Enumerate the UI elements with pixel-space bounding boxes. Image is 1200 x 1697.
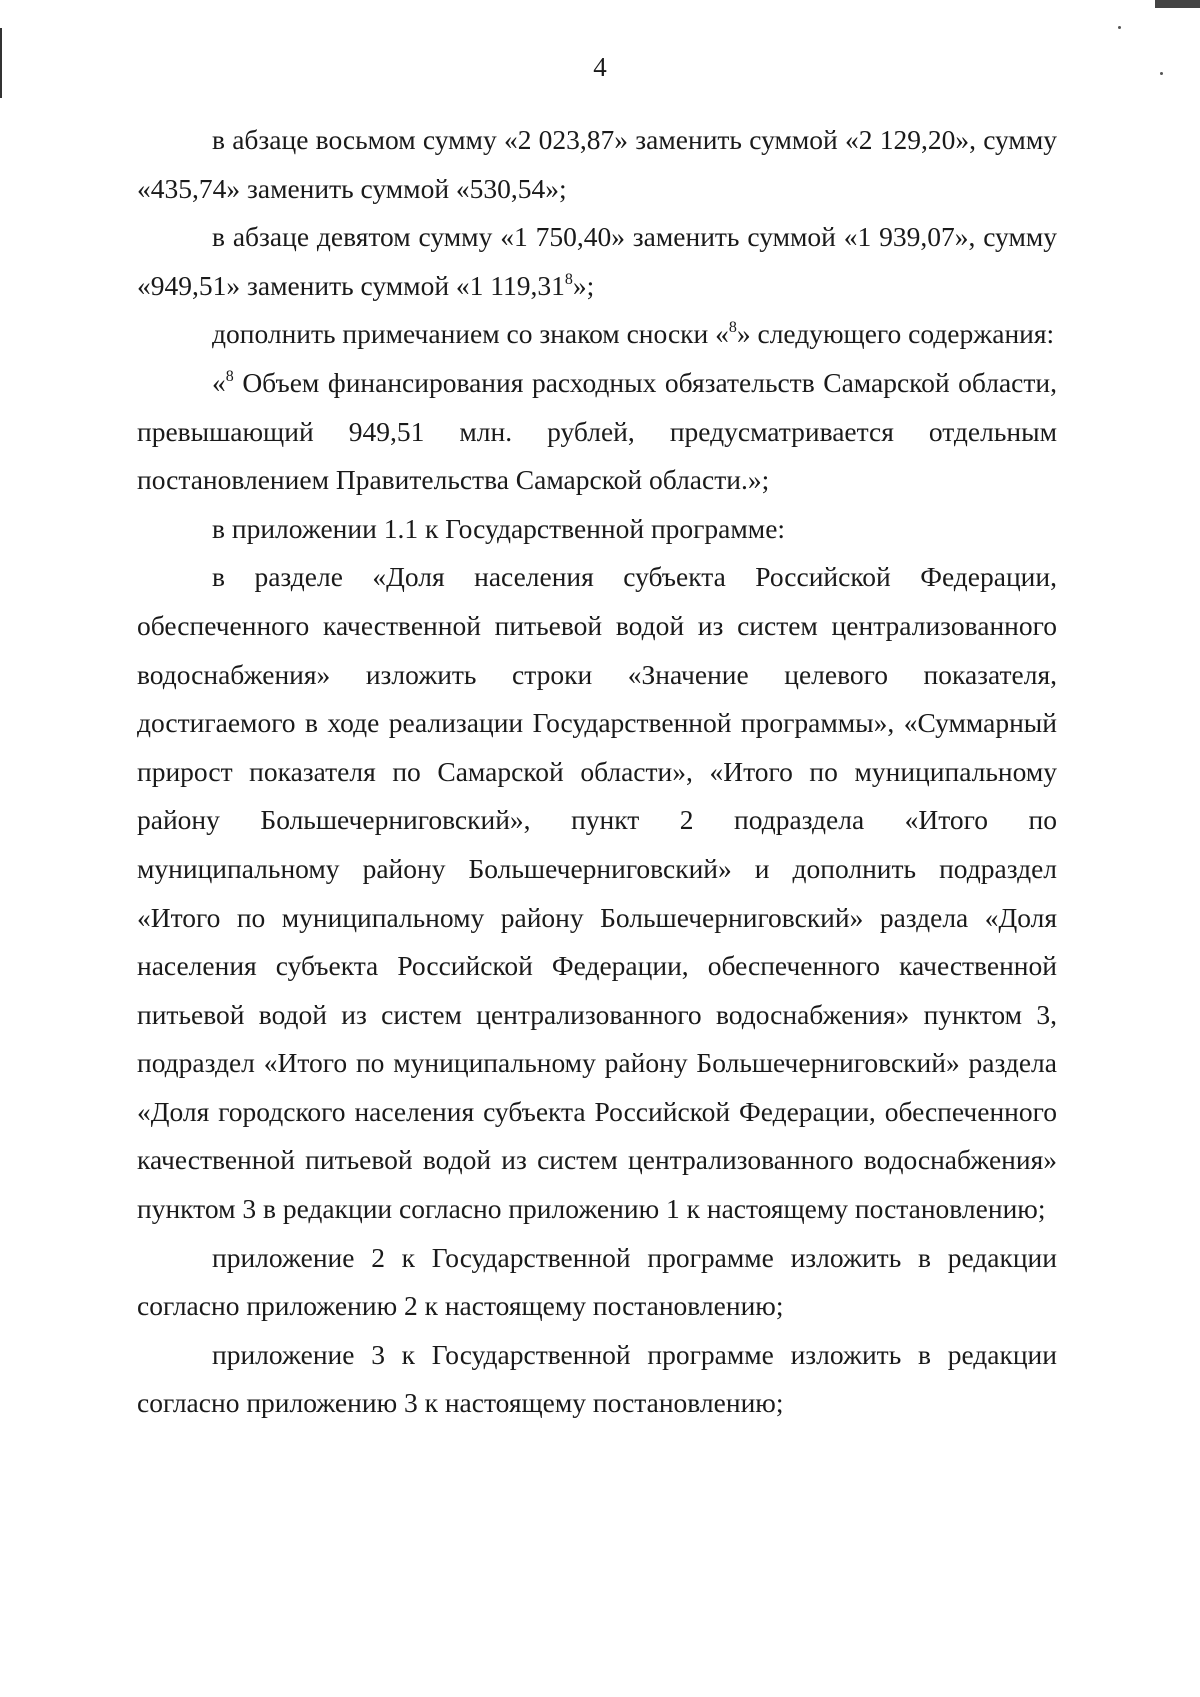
paragraph-text: » следующего содержания: <box>736 318 1055 350</box>
page-number: 4 <box>593 52 607 82</box>
paragraph-appendix-3 <box>137 1331 1057 1428</box>
paragraph-section-water <box>137 553 1057 1233</box>
footnote-mark: 8 <box>225 367 234 385</box>
paragraph-appendix-2 <box>137 1234 1057 1331</box>
paragraph-text: « <box>212 366 226 398</box>
paragraph-text: »; <box>572 269 595 301</box>
scan-speck <box>1118 26 1121 29</box>
paragraph-footnote-text <box>137 359 1057 505</box>
paragraph-text: Объем финансирования расходных обязательств Самарской области, превышающий 949,51 млн. рублей, предусматривается отдельным постановлением Правительства Самарской области.»; <box>137 366 1057 496</box>
footnote-mark: 8 <box>564 270 573 288</box>
paragraph-text: приложение 2 к Государственной программе изложить в редакции согласно приложению 2 к настоящему постановлению; <box>137 1241 1057 1322</box>
paragraph-text: в абзаце девятом сумму «1 750,40» заменить суммой «1 939,07», сумму «949,51» заменить суммой «1 119,31 <box>137 221 1057 301</box>
paragraph-footnote-add <box>137 310 1057 359</box>
paragraph-text: в абзаце восьмом сумму «2 023,87» заменить суммой «2 129,20», сумму «435,74» заменить суммой «530,54»; <box>137 124 1057 204</box>
paragraph-text: приложение 3 к Государственной программе изложить в редакции согласно приложению 3 к настоящему постановлению; <box>137 1338 1057 1419</box>
scan-corner-mark <box>1155 0 1200 8</box>
paragraph-text: в приложении 1.1 к Государственной программе: <box>212 512 786 544</box>
document-body <box>137 116 1057 1428</box>
paragraph-text: дополнить примечанием со знаком сноски « <box>212 318 729 350</box>
paragraph-amount-9 <box>137 213 1057 310</box>
footnote-mark: 8 <box>728 319 737 337</box>
paragraph-text: в разделе «Доля населения субъекта Российской Федерации, обеспеченного качественной питьевой водой из систем централизованного водоснабжения» изложить строки «Значение целевого показателя, достигаемого в ходе реализации Государственной программы», «Суммарный прирост показателя по Самарской области», «Итого по муниципальному району Большечерниговский», пункт 2 подраздела «Итого по муниципальному району Большечерниговский» и дополнить подраздел «Итого по муниципальному району Большечерниговский» раздела «Доля населения субъекта Российской Федерации, обеспеченного качественной питьевой водой из систем централизованного водоснабжения» пунктом 3, подраздел «Итого по муниципальному району Большечерниговский» раздела «Доля городского населения субъекта Российской Федерации, обеспеченного качественной питьевой водой из систем централизованного водоснабжения» пунктом 3 в редакции согласно приложению 1 к настоящему постановлению; <box>137 561 1057 1225</box>
paragraph-appendix-1-1 <box>137 505 1057 554</box>
paragraph-amount-8 <box>137 116 1057 213</box>
